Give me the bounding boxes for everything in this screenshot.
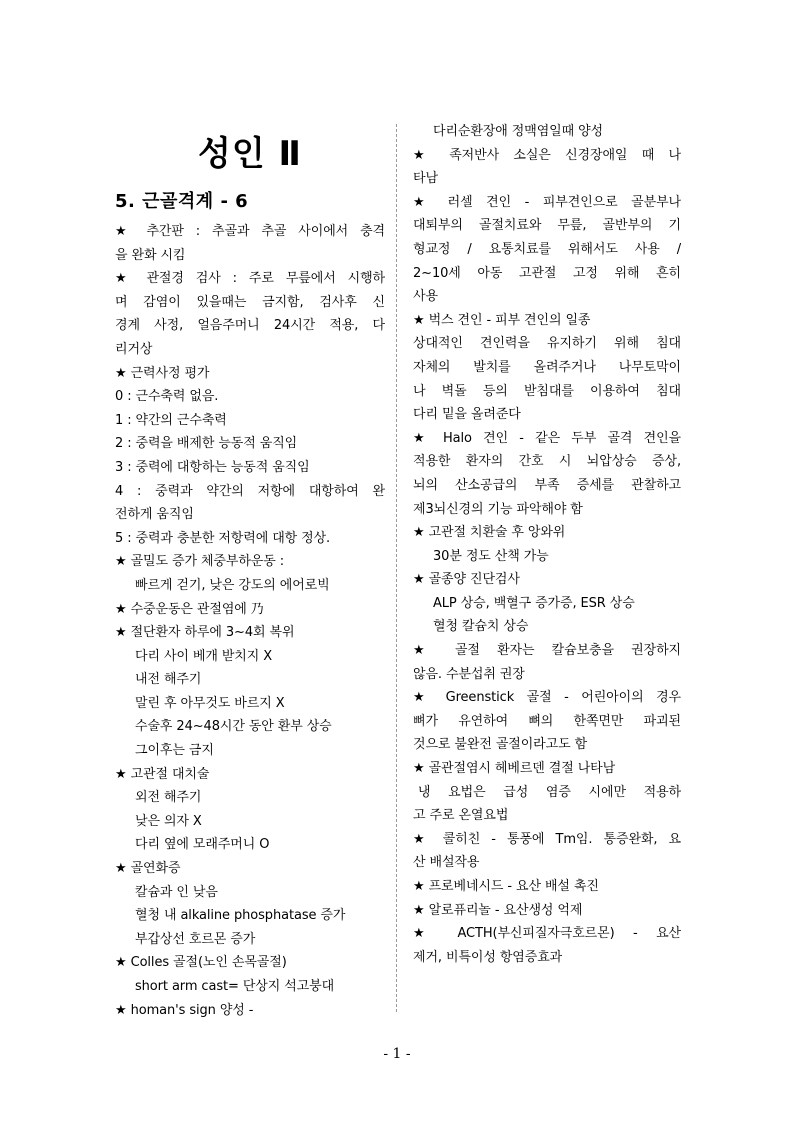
text-line: 을 완화 시킴 (115, 247, 186, 263)
text-line: 칼슘과 인 낮음 (135, 884, 218, 900)
text-line: 경계 사정, 얼음주머니 24시간 적용, 다 (115, 318, 385, 334)
text-line: 혈청 칼슘치 상승 (433, 619, 529, 635)
text-line: 적용한 환자의 간호 시 뇌압상승 증상, (413, 454, 681, 470)
text-line: ★ ACTH(부신피질자극호르몬) - 요산 (413, 926, 681, 942)
text-line: 0 : 근수축력 없음. (115, 389, 219, 405)
text-line: 다리순환장애 정맥염일때 양성 (433, 124, 604, 139)
text-line: ★ 절단환자 하루에 3~4회 복위 (115, 625, 295, 641)
left-column (115, 120, 385, 1022)
text-line: 리거상 (115, 341, 153, 357)
text-line: 2 : 중력을 배제한 능동적 움직임 (115, 436, 298, 452)
text-line: ★ 고관절 치환술 후 앙와위 (413, 525, 566, 541)
text-line: 제거, 비특이성 항염증효과 (413, 949, 563, 965)
text-line: 고 주로 온열요법 (413, 808, 509, 824)
text-line: 사용 (413, 289, 438, 305)
text-line: 30분 정도 산책 가능 (433, 548, 549, 564)
text-line: 빠르게 걷기, 낮은 강도의 에어로빅 (135, 577, 330, 593)
text-line: 산 배설작용 (413, 855, 480, 871)
text-line: ★ 근력사정 평가 (115, 365, 210, 381)
text-line: 뼈가 유연하여 뼈의 한쪽면만 파괴된 (413, 713, 681, 729)
section-heading: 5. 근골격계 - 6 (115, 191, 249, 212)
text-line: ★ 벅스 견인 - 피부 견인의 일종 (413, 312, 591, 328)
text-line: ★ 러셀 견인 - 피부견인으로 골분부나 (413, 194, 681, 210)
text-line: 전하게 움직임 (115, 507, 194, 523)
text-line: 수술후 24~48시간 동안 환부 상승 (135, 719, 332, 735)
text-line: ★ 골연화증 (115, 861, 181, 877)
text-line: 부갑상선 호르몬 증가 (135, 931, 256, 947)
left-column-text (115, 220, 385, 1022)
text-line: 외전 해주기 (135, 790, 202, 806)
text-line: ★ 족저반사 소실은 신경장애일 때 나 (413, 147, 681, 163)
text-line: 타남 (413, 171, 438, 187)
right-column (413, 120, 681, 969)
text-line: 대퇴부의 골절치료와 무릎, 골반부의 기 (413, 218, 681, 234)
text-line: 냉 요법은 급성 염증 시에만 적용하 (418, 784, 681, 800)
text-line: 내전 해주기 (135, 672, 202, 688)
text-line: 상대적인 견인력을 유지하기 위해 침대 (413, 336, 681, 352)
text-line: 것으로 불완전 골절이라고도 함 (413, 737, 588, 753)
page-title: 성인 Ⅱ (198, 134, 302, 174)
text-line: ★ 프로베네시드 - 요산 배설 촉진 (413, 879, 599, 894)
text-line: 말린 후 아무것도 바르지 X (135, 695, 285, 711)
text-line: ★ 콜히친 - 통풍에 Tm임. 통증완화, 요 (413, 831, 681, 847)
text-line: 1 : 약간의 근수축력 (115, 412, 227, 428)
text-line: ★ Halo 견인 - 같은 두부 골격 견인을 (413, 430, 681, 446)
text-line: ★ homan's sign 양성 - (115, 1002, 254, 1018)
text-line: ★ 수중운동은 관절염에 乃 (115, 601, 264, 617)
text-line: 다리 사이 베개 받치지 X (135, 648, 273, 664)
text-line: ALP 상승, 백혈구 증가증, ESR 상승 (433, 595, 635, 611)
text-line: 형교정 / 요통치료를 위해서도 사용 / (413, 241, 681, 257)
text-line: 5 : 중력과 충분한 저항력에 대항 정상. (115, 530, 331, 546)
text-line: ★ 골종양 진단검사 (413, 572, 520, 588)
text-line: ★ 골밀도 증가 체중부하운동 : (115, 554, 285, 570)
text-line: 나 벽돌 등의 받침대를 이용하여 침대 (413, 383, 681, 399)
text-line: 낮은 의자 X (135, 813, 202, 829)
text-line: ★ 관절경 검사 : 주로 무릎에서 시행하 (115, 271, 385, 287)
text-line: ★ 고관절 대치술 (115, 766, 210, 782)
text-line: 4 : 중력과 약간의 저항에 대항하여 완 (115, 483, 385, 499)
text-line: 혈청 내 alkaline phosphatase 증가 (135, 908, 346, 924)
text-line: ★ 골절 환자는 칼슘보충을 권장하지 (413, 643, 681, 659)
right-column-text (413, 120, 681, 969)
text-line: 자체의 발치를 올려주거나 나무토막이 (413, 359, 681, 375)
text-line: 뇌의 산소공급의 부족 증세를 관찰하고 (413, 477, 681, 493)
text-line: 그이후는 금지 (135, 743, 214, 759)
text-line: ★ Colles 골절(노인 손목골절) (115, 955, 287, 971)
text-line: 2~10세 아동 고관절 고정 위해 흔히 (413, 265, 681, 281)
text-line: ★ 골관절염시 헤베르덴 결절 나타남 (413, 761, 616, 777)
text-line: 제3뇌신경의 기능 파악해야 함 (413, 501, 583, 517)
text-line: ★ 추간판 : 추골과 추골 사이에서 충격 (115, 224, 385, 239)
text-line: 않음. 수분섭취 권장 (413, 666, 525, 682)
text-line: 다리 밑을 올려준다 (413, 407, 521, 423)
text-line: 3 : 중력에 대항하는 능동적 움직임 (115, 459, 310, 475)
page-number: - 1 - (383, 1046, 411, 1062)
text-line: ★ 알로퓨리놀 - 요산생성 억제 (413, 902, 583, 918)
text-line: ★ Greenstick 골절 - 어린아이의 경우 (413, 690, 681, 706)
text-line: short arm cast= 단상지 석고붕대 (135, 979, 335, 994)
column-divider (396, 124, 397, 1012)
text-line: 며 감염이 있을때는 금지함, 검사후 신 (115, 294, 385, 310)
text-line: 다리 옆에 모래주머니 O (135, 837, 270, 853)
